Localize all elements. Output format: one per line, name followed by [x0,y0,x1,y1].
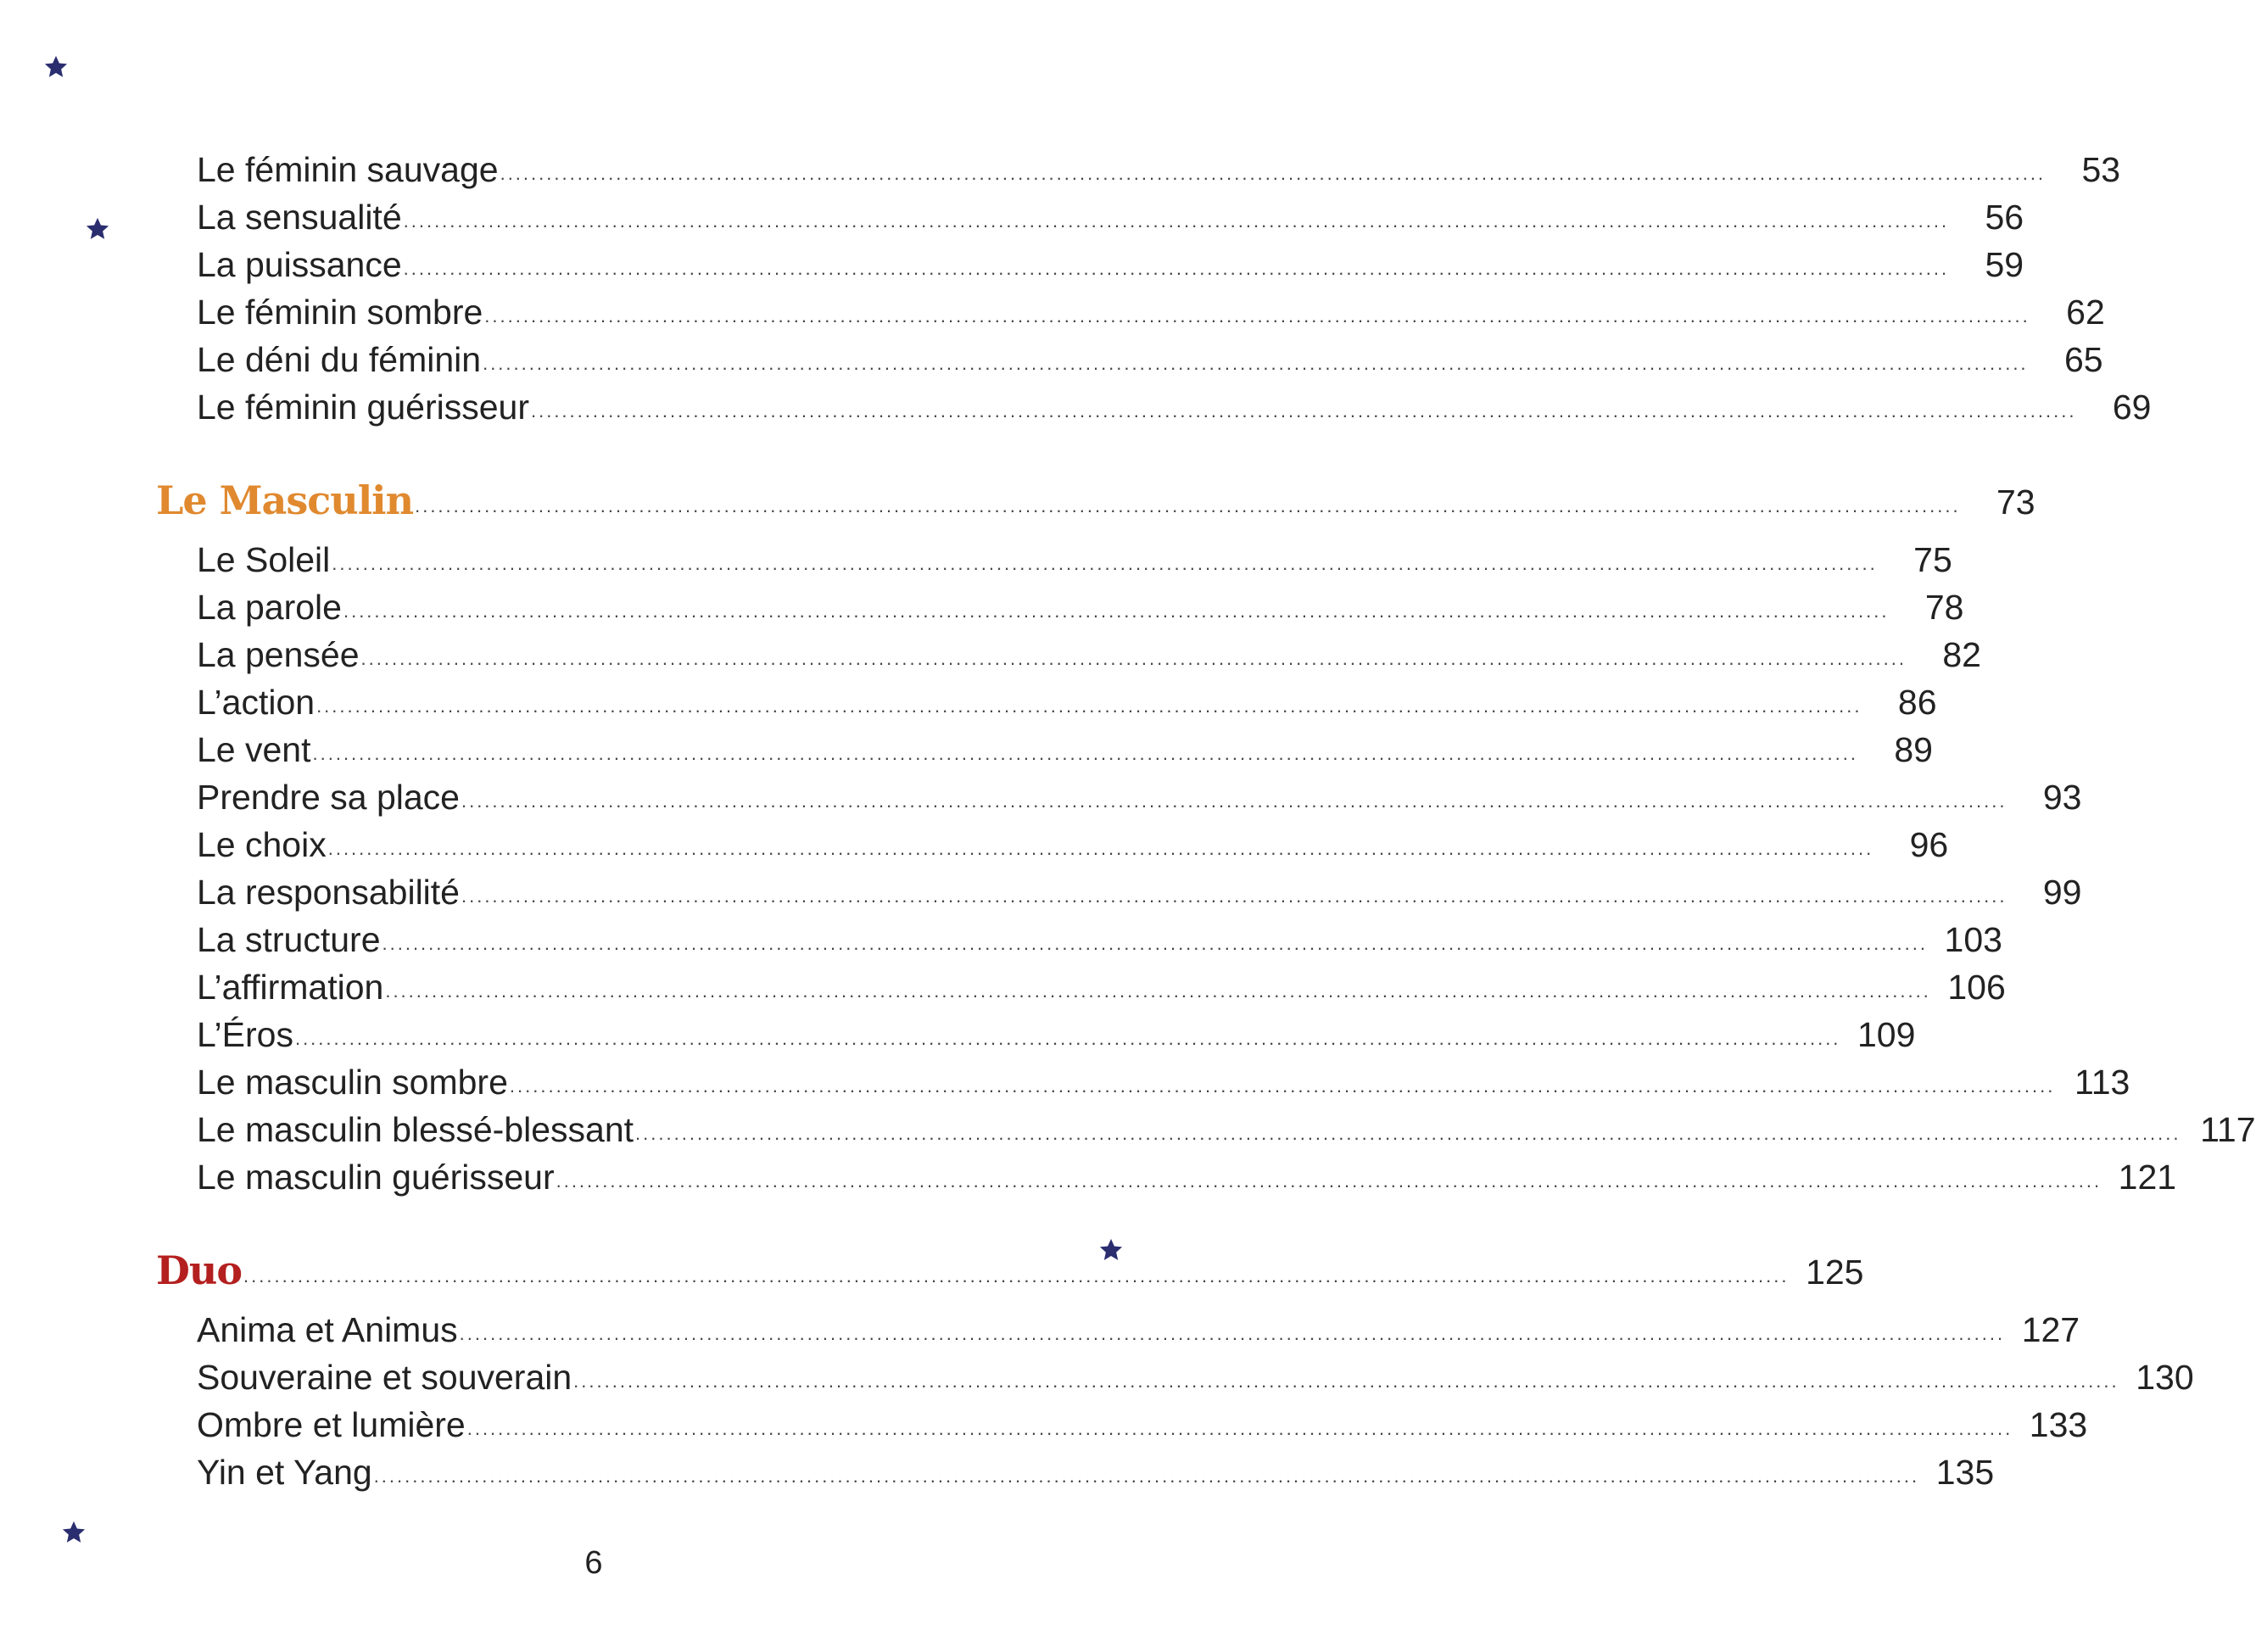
toc-heading-label: Duo [156,1247,243,1293]
toc-entry-page: 56 [1985,198,2024,237]
dot-leader: ........................................................................................................................................................................................................ [573,1370,2119,1392]
toc-entry-page: 62 [2066,293,2105,332]
toc-entry-label: Le féminin sauvage [197,150,499,189]
toc-entry-page: 113 [2074,1063,2130,1102]
toc-entry-label: L’affirmation [197,968,384,1007]
dot-leader: ........................................................................................................................................................................................................ [415,495,1961,516]
toc-entry-label: Prendre sa place [197,778,460,817]
toc-entry-page: 93 [2042,778,2082,817]
toc-entry[interactable] [197,868,2082,916]
dot-leader: ........................................................................................................................................................................................................ [343,600,1890,622]
dot-leader: ........................................................................................................................................................................................................ [373,1465,1920,1487]
toc-entry[interactable] [197,963,2006,1011]
toc-entry[interactable] [197,1106,2256,1153]
dot-leader: ........................................................................................................................................................................................................ [403,210,1950,232]
toc-entry[interactable] [197,678,1937,726]
toc-entry-page: 99 [2042,873,2082,912]
toc-entry-label: Le vent [197,730,311,769]
toc-entry-label: La pensée [197,635,360,674]
star-icon [61,1520,87,1545]
toc-entry[interactable] [197,583,1964,631]
toc-heading-page: 125 [1806,1253,1864,1292]
toc-entry-label: L’Éros [197,1015,293,1054]
toc-entry[interactable] [197,631,1981,678]
page-number: 6 [584,1545,603,1581]
toc-entry-label: La puissance [197,245,402,284]
toc-entry-page: 89 [1894,730,1933,769]
dot-leader: ........................................................................................................................................................................................................ [382,933,1928,954]
dot-leader: ........................................................................................................................................................................................................ [327,838,1874,859]
dot-leader: ........................................................................................................................................................................................................ [403,258,1950,279]
toc-entry[interactable] [197,1153,2177,1201]
toc-entry-page: 75 [1913,540,1952,579]
toc-entry[interactable] [197,383,2152,431]
dot-leader: ........................................................................................................................................................................................................ [500,163,2047,184]
toc-entry-label: Souveraine et souverain [197,1358,572,1397]
toc-entry[interactable] [197,536,1952,583]
toc-entry-page: 135 [1935,1453,1995,1492]
dot-leader: ........................................................................................................................................................................................................ [484,305,2030,326]
toc-entry-page: 106 [1947,968,2006,1007]
toc-entry-label: Yin et Yang [197,1453,372,1492]
toc-entry[interactable] [197,241,2024,288]
dot-leader: ........................................................................................................................................................................................................ [530,400,2077,421]
dot-leader: ........................................................................................................................................................................................................ [360,648,1907,669]
toc-entry-page: 82 [1942,635,1981,674]
toc-entry-label: La sensualité [197,198,402,237]
dot-leader: ........................................................................................................................................................................................................ [459,1323,2006,1344]
dot-leader: ........................................................................................................................................................................................................ [556,1170,2102,1192]
toc-entry-label: Le féminin sombre [197,293,483,332]
toc-entry-page: 109 [1857,1015,1916,1054]
toc-entry-page: 130 [2136,1358,2194,1397]
toc-entry-page: 53 [2081,150,2121,189]
toc-entry[interactable] [197,726,1933,773]
toc-entry[interactable] [197,821,1949,868]
dot-leader: ........................................................................................................................................................................................................ [385,980,1931,1002]
dot-leader: ........................................................................................................................................................................................................ [294,1028,1841,1049]
toc-entry[interactable] [197,916,2002,963]
star-icon [85,216,110,242]
dot-leader: ........................................................................................................................................................................................................ [312,743,1858,764]
toc-entry-page: 133 [2029,1405,2088,1444]
toc-entry[interactable] [197,193,2024,241]
toc-entry[interactable] [197,1058,2130,1106]
toc-entry-label: Le féminin guérisseur [197,388,529,427]
toc-heading-label: Le Masculin [156,477,414,523]
toc-entry-page: 121 [2118,1158,2177,1197]
toc-entry-label: Le masculin guérisseur [197,1158,555,1197]
toc-entry-label: Ombre et lumière [197,1405,466,1444]
toc-entry[interactable] [197,1353,2194,1401]
dot-leader: ........................................................................................................................................................................................................ [243,1265,1790,1286]
toc-entry-label: Le déni du féminin [197,340,482,379]
toc-entry-page: 86 [1897,683,1937,722]
toc-entry-label: La parole [197,588,342,627]
dot-leader: ........................................................................................................................................................................................................ [316,695,1862,717]
dot-leader: ........................................................................................................................................................................................................ [332,553,1878,574]
toc-entry-label: Anima et Animus [197,1310,458,1349]
toc-entry[interactable] [197,1306,2080,1353]
dot-leader: ........................................................................................................................................................................................................ [635,1123,2181,1144]
toc-entry[interactable] [197,146,2121,193]
toc-entry[interactable] [197,1448,1995,1496]
toc-entry-page: 127 [2021,1310,2080,1349]
toc-entry-page: 65 [2063,340,2103,379]
toc-entry[interactable] [197,288,2105,336]
dot-leader: ........................................................................................................................................................................................................ [461,790,2008,812]
toc-entry-page: 96 [1909,825,1949,864]
toc-entry-page: 103 [1944,920,2002,959]
toc-entry-page: 59 [1985,245,2024,284]
toc-heading-masculin[interactable] [156,477,2035,524]
toc-entry-label: Le masculin sombre [197,1063,508,1102]
toc-entry[interactable] [197,1011,1916,1058]
toc-entry-label: L’action [197,683,316,722]
toc-entry-page: 117 [2200,1110,2256,1149]
toc-entry-label: Le choix [197,825,327,864]
toc-entry-label: La responsabilité [197,873,460,912]
toc-entry-page: 78 [1924,588,1964,627]
dot-leader: ........................................................................................................................................................................................................ [509,1075,2056,1097]
toc-entry-label: Le Soleil [197,540,331,579]
toc-entry-label: La structure [197,920,381,959]
toc-entry[interactable] [197,1401,2088,1448]
toc-entry-label: Le masculin blessé-blessant [197,1110,634,1149]
toc-entry[interactable] [197,773,2082,821]
toc-entry-page: 69 [2112,388,2152,427]
toc-entry[interactable] [197,336,2103,383]
toc-heading-duo[interactable] [156,1247,1864,1294]
toc-heading-page: 73 [1996,483,2035,522]
dot-leader: ........................................................................................................................................................................................................ [461,885,2008,907]
star-icon [43,54,69,80]
dot-leader: ........................................................................................................................................................................................................ [466,1418,2013,1439]
dot-leader: ........................................................................................................................................................................................................ [483,353,2029,374]
